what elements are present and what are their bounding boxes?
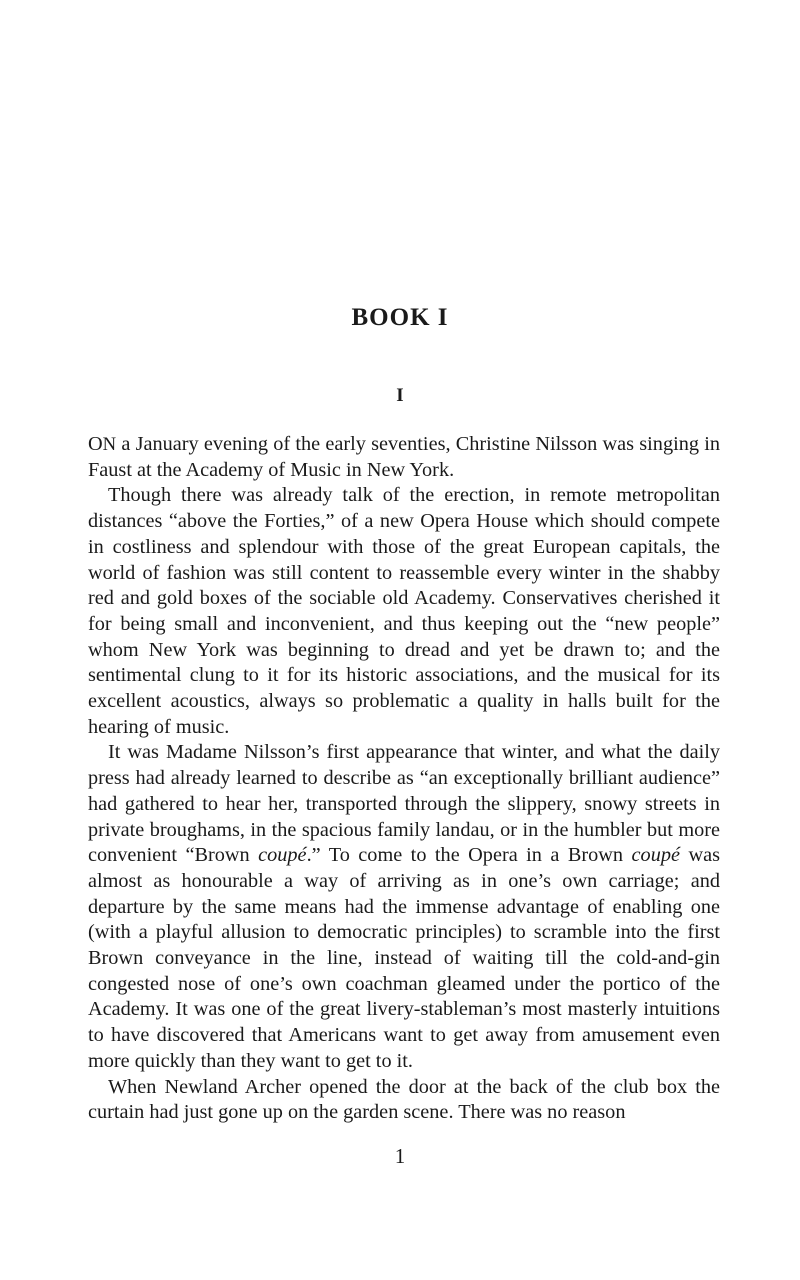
page-number: 1	[394, 1144, 406, 1168]
paragraph-3	[88, 740, 720, 1074]
paragraph-3-part-2: .” To come to the Opera in a Brown	[306, 844, 632, 867]
body-text	[88, 432, 720, 1126]
paragraph-3-italic-2: coupé	[631, 844, 680, 867]
book-title: BOOK I	[351, 304, 449, 331]
paragraph-3-italic-1: coupé	[258, 844, 307, 867]
opening-smallcaps: N	[102, 434, 117, 455]
paragraph-3-part-3: was almost as honourable a way of arriving as in one’s own carriage; and departure by the same means had the immense advantage of enabling one (with a playful allusion to democratic principles) to scramble into the first Brown conveyance in the line, instead of waiting till the cold-and-gin congested nose of one’s own coachman gleamed under the portico of the Academy. It was one of the great livery-stableman’s most masterly intuitions to have discovered that Americans want to get away from amusement even more quickly than they want to get to it.	[88, 844, 720, 1072]
paragraph-4: When Newland Archer opened the door at the back of the club box the curtain had just gone up on the garden scene. There was no reason	[88, 1075, 720, 1124]
chapter-number: I	[396, 385, 404, 406]
opening-letter: O	[88, 433, 103, 455]
paragraph-1	[88, 432, 720, 483]
paragraph-2: Though there was already talk of the erection, in remote metropolitan distances “above the Forties,” of a new Opera House which should compete in costliness and splendour with those of the great European capitals, the world of fashion was still content to reassemble every winter in the shabby red and gold boxes of the sociable old Academy. Conservatives cherished it for being small and inconvenient, and thus keeping out the “new people” whom New York was beginning to dread and yet be drawn to; and the sentimental clung to it for its historic associations, and the musical for its excellent acoustics, always so problematic a quality in halls built for the hearing of music.	[88, 484, 720, 738]
paragraph-1-text: a January evening of the early seventies, Christine Nilsson was singing in Faust at the Academy of Music in New York.	[88, 433, 720, 481]
paragraph-3-part-1: It was Madame Nilsson’s first appearance that winter, and what the daily press had already learned to describe as “an exceptionally brilliant audience” had gathered to hear her, transported through the slippery, snowy streets in private broughams, in the spacious family landau, or in the humbler but more convenient “Brown	[88, 741, 720, 867]
